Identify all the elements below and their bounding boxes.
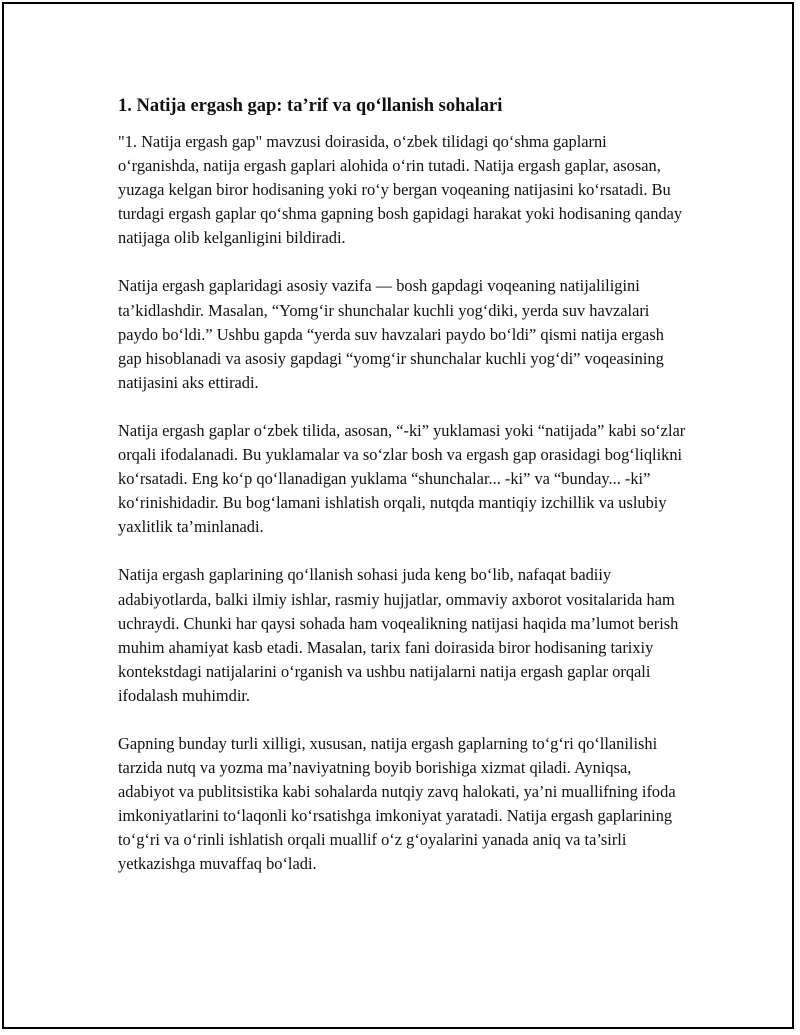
document-body <box>118 94 688 901</box>
paragraph-3: Natija ergash gaplar o‘zbek tilida, asosan, “-ki” yuklamasi yoki “natijada” kabi so‘zlar orqali ifodalanadi. Bu yuklamalar va so‘zlar bosh va ergash gap orasidagi bog‘liqlikni ko‘rsatadi. Eng ko‘p qo‘llanadigan yuklama “shunchalar... -ki” va “bunday... -ki” ko‘rinishidadir. Bu bog‘lamani ishlatish orqali, nutqda mantiqiy izchillik va uslubiy yaxlitlik ta’minlanadi. <box>118 420 686 537</box>
paragraph-4: Natija ergash gaplarining qo‘llanish sohasi juda keng bo‘lib, nafaqat badiiy adabiyotlarda, balki ilmiy ishlar, rasmiy hujjatlar, ommaviy axborot vositalarida ham uchraydi. Chunki har qaysi sohada ham voqealikning natijasi haqida ma’lumot berish muhim ahamiyat kasb etadi. Masalan, tarix fani doirasida biror hodisaning tarixiy kontekstdagi natijalarini o‘rganish va ushbu natijalarni natija ergash gaplar orqali ifodalash muhimdir. <box>118 565 679 705</box>
paragraph-5: Gapning bunday turli xilligi, xususan, natija ergash gaplarning to‘g‘ri qo‘llanilishi tarzida nutq va yozma ma’naviyatning boyib borishiga xizmat qiladi. Ayniqsa, adabiyot va publitsistika kabi sohalarda nutqiy zavq halokati, ya’ni muallifning ifoda imkoniyatlarini to‘laqonli ko‘rsatishga imkoniyat yaratadi. Natija ergash gaplarining to‘g‘ri va o‘rinli ishlatish orqali muallif o‘z g‘oyalarini yanada aniq va ta’sirli yetkazishga muvaffaq bo‘ladi. <box>118 733 676 874</box>
paragraph-2: Natija ergash gaplaridagi asosiy vazifa — bosh gapdagi voqeaning natijaliligini ta’kidlashdir. Masalan, “Yomg‘ir shunchalar kuchli yog‘diki, yerda suv havzalari paydo bo‘ldi.” Ushbu gapda “yerda suv havzalari paydo bo‘ldi” qismi natija ergash gap hisoblanadi va asosiy gapdagi “yomg‘ir shunchalar kuchli yog‘di” voqeasining natijasini aks ettiradi. <box>118 276 664 392</box>
section-heading: 1. Natija ergash gap: ta’rif va qo‘llanish sohalari <box>118 96 503 116</box>
paragraph-1: "1. Natija ergash gap" mavzusi doirasida, o‘zbek tilidagi qo‘shma gaplarni o‘rganishda, natija ergash gaplari alohida o‘rin tutadi. Natija ergash gaplar, asosan, yuzaga kelgan biror hodisaning yoki ro‘y bergan voqeaning natijasini ko‘rsatadi. Bu turdagi ergash gaplar qo‘shma gapning bosh gapidagi harakat yoki hodisaning qanday natijaga olib kelganligini bildiradi. <box>118 132 683 248</box>
